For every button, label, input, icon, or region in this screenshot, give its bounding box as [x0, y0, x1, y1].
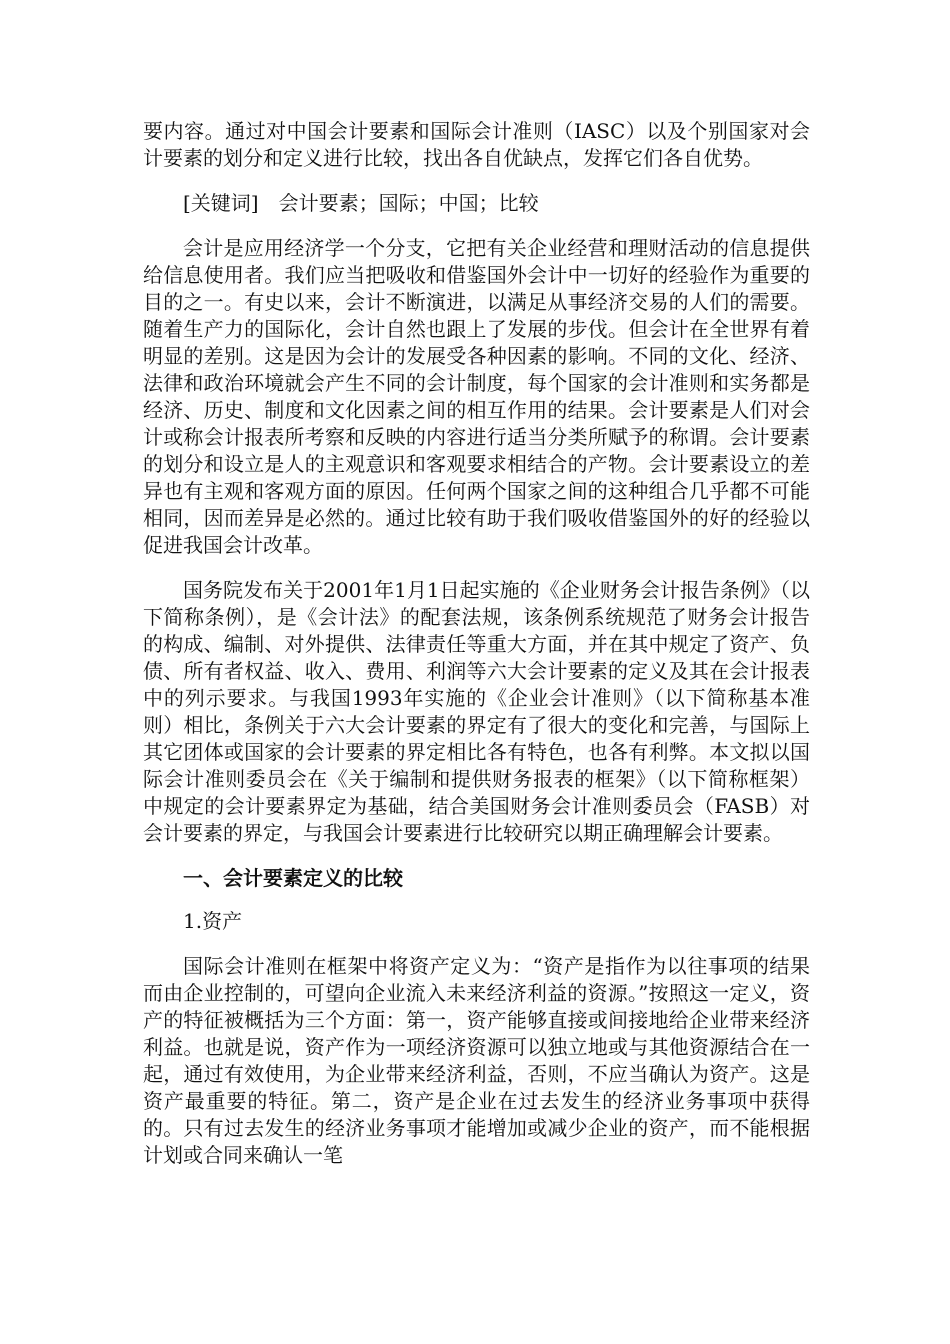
subsection-heading: 1.资产 — [183, 909, 243, 933]
body-paragraph-1: 会计是应用经济学一个分支，它把有关企业经营和理财活动的信息提供给信息使用者。我们应当把吸收和借鉴国外会计中一切好的经验作为重要的目的之一。有史以来，会计不断演进，以满足从事经济交易的人们的需要。随着生产力的国际化，会计自然也跟上了发展的步伐。但会计在全世界有着明显的差别。这是因为会计的发展受各种因素的影响。不同的文化、经济、法律和政治环境就会产生不同的会计制度，每个国家的会计准则和实务都是经济、历史、制度和文化因素之间的相互作用的结果。会计要素是人们对会计或称会计报表所考察和反映的内容进行适当分类所赋予的称谓。会计要素的划分和设立是人的主观意识和客观要求相结合的产物。会计要素设立的差异也有主观和客观方面的原因。任何两个国家之间的这种组合几乎都不可能相同，因而差异是必然的。通过比较有助于我们吸收借鉴国外的好的经验以促进我国会计改革。 — [143, 236, 810, 557]
keywords-label: [关键词] — [183, 191, 259, 215]
body-paragraph-2: 国务院发布关于2001年1月1日起实施的《企业财务会计报告条例》（以下简称条例），是《会计法》的配套法规，该条例系统规范了财务会计报告的构成、编制、对外提供、法律责任等重大方面，并在其中规定了资产、负债、所有者权益、收入、费用、利润等六大会计要素的定义及其在会计报表中的列示要求。与我国1993年实施的《企业会计准则》（以下简称基本准则）相比，条例关于六大会计要素的界定有了很大的变化和完善，与国际上其它团体或国家的会计要素的界定相比各有特色，也各有利弊。本文拟以国际会计准则委员会在《关于编制和提供财务报表的框架》（以下简称框架）中规定的会计要素界定为基础，结合美国财务会计准则委员会（FASB）对会计要素的界定，与我国会计要素进行比较研究以期正确理解会计要素。 — [143, 578, 810, 845]
body-paragraph-3: 国际会计准则在框架中将资产定义为：“资产是指作为以往事项的结果而由企业控制的，可望向企业流入未来经济利益的资源。”按照这一定义，资产的特征被概括为三个方面：第一，资产能够直接或间接地给企业带来经济利益。也就是说，资产作为一项经济资源可以独立地或与其他资源结合在一起，通过有效使用，为企业带来经济利益，否则，不应当确认为资产。这是资产最重要的特征。第二，资产是企业在过去发生的经济业务事项中获得的。只有过去发生的经济业务事项才能增加或减少企业的资产，而不能根据计划或合同来确认一笔 — [143, 954, 810, 1167]
keywords-text: 会计要素；国际；中国；比较 — [278, 191, 539, 215]
keywords-line — [143, 190, 810, 217]
section-heading: 一、会计要素定义的比较 — [183, 866, 403, 890]
document-page — [143, 118, 810, 1187]
intro-paragraph: 要内容。通过对中国会计要素和国际会计准则（IASC）以及个别国家对会计要素的划分和定义进行比较，找出各自优缺点，发挥它们各自优势。 — [143, 119, 810, 170]
